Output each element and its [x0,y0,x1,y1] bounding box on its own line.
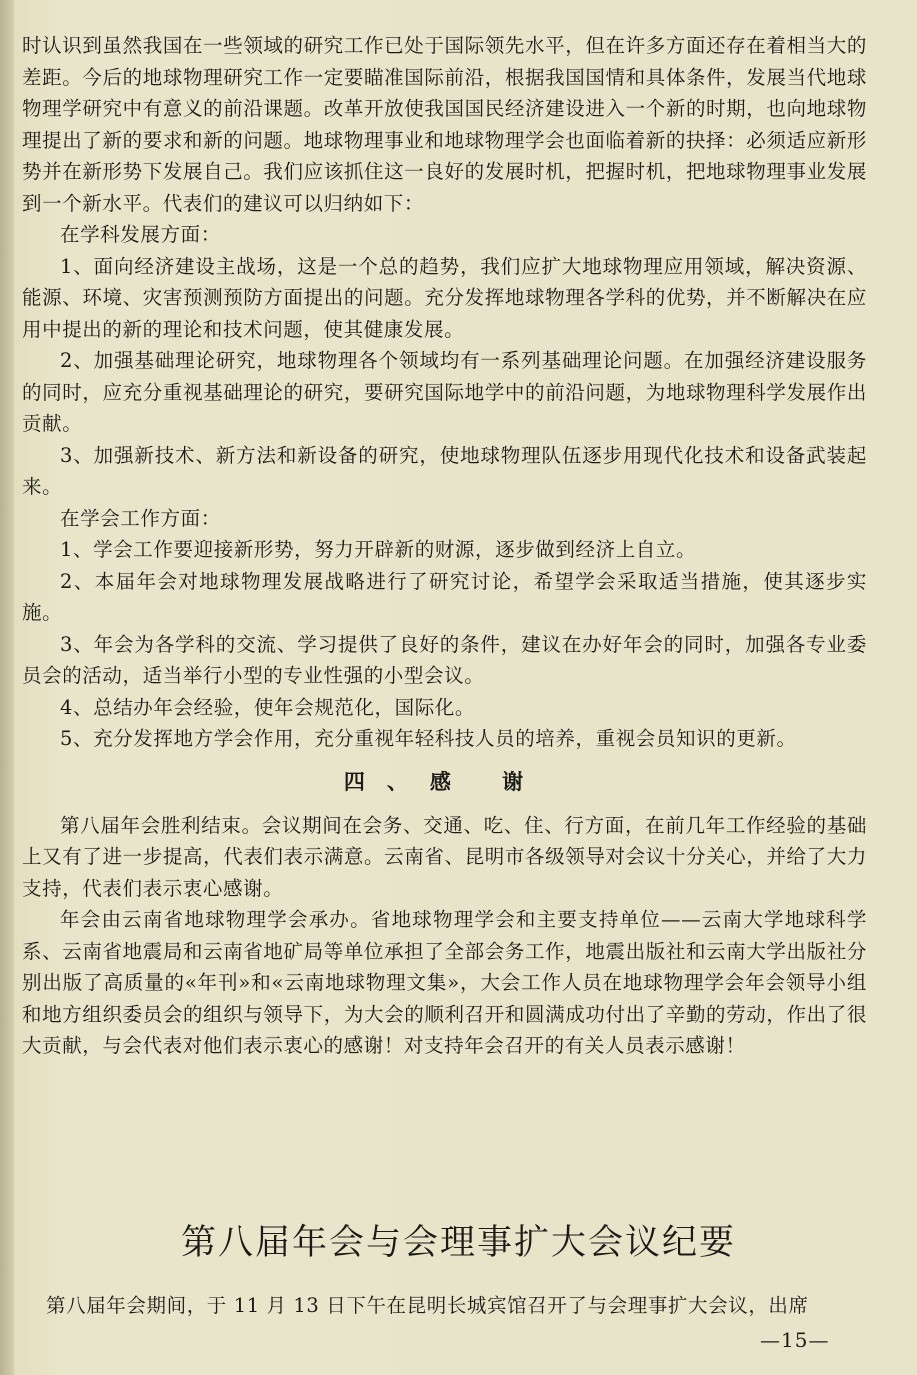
body-text [22,30,867,1062]
article-heading: 第八届年会与会理事扩大会议纪要 [180,1223,736,1263]
society-item-2: 2、本届年会对地球物理发展战略进行了研究讨论，希望学会采取适当措施，使其逐步实施。 [22,569,867,624]
discipline-item-2: 2、加强基础理论研究，地球物理各个领域均有一系列基础理论问题。在加强经济建设服务的同时，应充分重视基础理论的研究，要研究国际地学中的前沿问题，为地球物理科学发展作出贡献。 [22,349,867,435]
page-number: —15— [760,1328,830,1352]
discipline-item-1: 1、面向经济建设主战场，这是一个总的趋势，我们应扩大地球物理应用领域，解决资源、能源、环境、灾害预测预防方面提出的问题。充分发挥地球物理各学科的优势，并不断解决在应用中提出的新的理论和技术问题，使其健康发展。 [22,254,867,341]
society-item-3: 3、年会为各学科的交流、学习提供了良好的条件，建议在办好年会的同时，加强各专业委员会的活动，适当举行小型的专业性强的小型会议。 [22,632,867,687]
discipline-item-3: 3、加强新技术、新方法和新设备的研究，使地球物理队伍逐步用现代化技术和设备武装起来。 [22,443,867,498]
society-item-1: 1、学会工作要迎接新形势，努力开辟新的财源，逐步做到经济上自立。 [60,538,697,561]
thanks-paragraph-1: 第八届年会胜利结束。会议期间在会务、交通、吃、住、行方面，在前几年工作经验的基础上又有了进一步提高，代表们表示满意。云南省、昆明市各级领导对会议十分关心，并给了大力支持，代表们表示衷心感谢。 [22,813,867,900]
paragraph-intro: 时认识到虽然我国在一些领域的研究工作已处于国际领先水平，但在许多方面还存在着相当大的差距。今后的地球物理研究工作一定要瞄准国际前沿，根据我国国情和具体条件，发展当代地球物理学研究中有意义的前沿课题。改革开放使我国国民经济建设进入一个新的时期，也向地球物理提出了新的要求和新的问题。地球物理事业和地球物理学会也面临着新的抉择：必须适应新形势并在新形势下发展自己。我们应该抓住这一良好的发展时机，把握时机，把地球物理事业发展到一个新水平。代表们的建议可以归纳如下： [22,34,867,215]
society-item-4: 4、总结办年会经验，使年会规范化，国际化。 [60,695,476,719]
section-title-thanks: 四、感 谢 [343,769,546,794]
subheading-discipline: 在学科发展方面： [60,223,221,246]
binding-edge [0,0,14,1375]
paragraph-continued: 第八届年会期间，于 11 月 13 日下午在昆明长城宾馆召开了与会理事扩大会议，出席 [46,1294,809,1317]
subheading-society: 在学会工作方面： [60,506,221,530]
thanks-paragraph-2: 年会由云南省地球物理学会承办。省地球物理学会和主要支持单位——云南大学地球科学系、云南省地震局和云南省地矿局等单位承担了全部会务工作，地震出版社和云南大学出版社分别出版了高质量的«年刊»和«云南地球物理文集»，大会工作人员在地球物理学会年会领导小组和地方组织委员会的组织与领导下，为大会的顺利召开和圆满成功付出了辛勤的劳动，作出了很大贡献，与会代表对他们表示衷心的感谢！对支持年会召开的有关人员表示感谢！ [22,908,867,1057]
society-item-5: 5、充分发挥地方学会作用，充分重视年轻科技人员的培养，重视会员知识的更新。 [60,727,797,750]
